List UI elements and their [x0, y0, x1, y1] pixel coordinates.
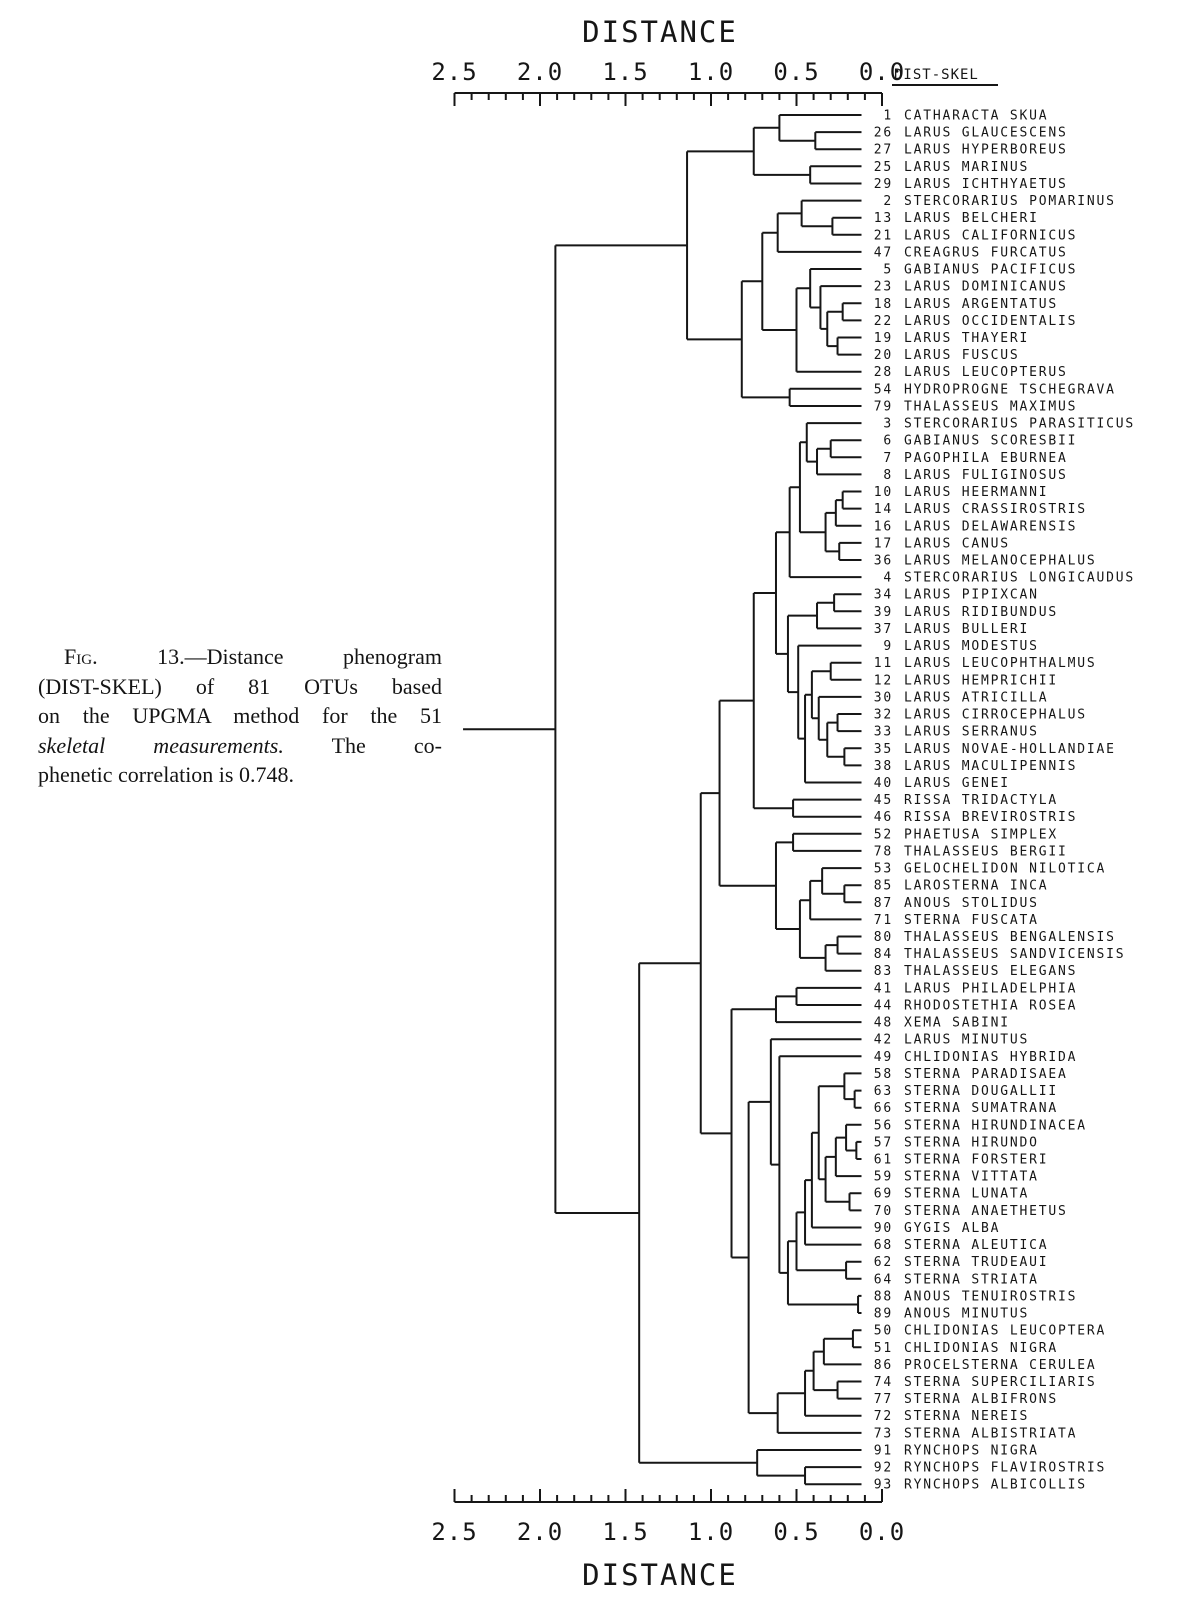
leaf-name: LARUS SERRANUS [904, 724, 1039, 740]
leaf-number: 6 [883, 433, 893, 449]
leaf-number: 53 [873, 861, 893, 877]
axis-tick-label: 2.5 [431, 1518, 478, 1546]
leaf-name: PHAETUSA SIMPLEX [904, 827, 1059, 843]
leaf-number: 77 [873, 1392, 893, 1408]
leaf-number: 32 [873, 707, 893, 723]
leaf-name: STERCORARIUS LONGICAUDUS [904, 570, 1136, 586]
leaf-number: 56 [873, 1118, 893, 1134]
leaf-number: 27 [873, 142, 893, 158]
leaf-name: LARUS NOVAE-HOLLANDIAE [904, 741, 1116, 757]
leaf-number: 58 [873, 1066, 893, 1082]
leaf-name: LARUS PIPIXCAN [904, 587, 1039, 603]
leaf-number: 23 [873, 279, 893, 295]
leaf-number: 17 [873, 536, 893, 552]
leaf-name: LARUS ARGENTATUS [904, 296, 1059, 312]
leaf-name: RYNCHOPS FLAVIROSTRIS [904, 1460, 1107, 1476]
leaf-name: XEMA SABINI [904, 1015, 1010, 1031]
leaf-name: LARUS MACULIPENNIS [904, 758, 1078, 774]
leaf-name: LARUS MELANOCEPHALUS [904, 553, 1097, 569]
bottom-axis-ticks [431, 1489, 905, 1546]
leaf-name: LARUS MINUTUS [904, 1032, 1030, 1048]
leaf-number: 70 [873, 1203, 893, 1219]
caption-line: on the UPGMA method for the 51 [38, 703, 442, 728]
axis-tick-label: 0.5 [773, 58, 820, 86]
leaf-number: 74 [873, 1375, 893, 1390]
leaf-number: 1 [883, 108, 893, 124]
leaf-number: 10 [873, 485, 893, 500]
leaf-name: PROCELSTERNA CERULEA [904, 1357, 1097, 1373]
leaf-name: RISSA TRIDACTYLA [904, 793, 1059, 809]
axis-tick-label: 0.5 [773, 1518, 820, 1546]
leaf-name: LARUS CRASSIROSTRIS [904, 502, 1087, 518]
leaf-name: THALASSEUS ELEGANS [904, 964, 1078, 980]
leaf-number: 34 [873, 587, 893, 603]
leaf-name: RYNCHOPS NIGRA [904, 1443, 1039, 1459]
leaf-labels [874, 109, 1135, 1493]
axis-tick-label: 1.5 [602, 58, 649, 86]
leaf-name: LARUS LEUCOPTERUS [904, 365, 1068, 381]
leaf-number: 13 [873, 211, 893, 227]
leaf-number: 78 [873, 844, 893, 860]
leaf-name: LARUS MARINUS [904, 159, 1030, 175]
leaf-name: STERNA LUNATA [904, 1186, 1030, 1202]
leaf-number: 63 [873, 1084, 893, 1100]
axis-tick-label: 2.0 [516, 1518, 564, 1546]
leaf-name: PAGOPHILA EBURNEA [904, 450, 1068, 466]
leaf-number: 5 [883, 262, 893, 278]
leaf-name: LARUS PHILADELPHIA [904, 981, 1078, 997]
leaf-number: 37 [873, 621, 893, 637]
leaf-name: GABIANUS PACIFICUS [904, 262, 1078, 278]
leaf-number: 69 [873, 1186, 893, 1202]
leaf-number: 54 [873, 382, 893, 398]
axis-tick-label: 0.0 [858, 1518, 906, 1546]
leaf-number: 51 [873, 1340, 893, 1356]
leaf-name: LARUS BELCHERI [904, 211, 1039, 227]
leaf-name: LARUS BULLERI [904, 621, 1030, 637]
leaf-number: 85 [873, 878, 893, 894]
method-label: DIST-SKEL [894, 67, 979, 83]
leaf-number: 21 [873, 228, 893, 244]
caption-line: Fig. 13.—Distance phenogram [64, 644, 442, 669]
leaf-name: STERNA TRUDEAUI [904, 1255, 1049, 1271]
leaf-name: STERNA ALBIFRONS [904, 1392, 1059, 1408]
leaf-name: HYDROPROGNE TSCHEGRAVA [904, 382, 1116, 398]
leaf-number: 33 [873, 724, 893, 740]
leaf-number: 80 [873, 930, 893, 945]
leaf-name: RHODOSTETHIA ROSEA [904, 998, 1078, 1014]
leaf-name: RYNCHOPS ALBICOLLIS [904, 1477, 1087, 1493]
leaf-number: 18 [873, 296, 893, 312]
leaf-number: 20 [873, 348, 893, 364]
leaf-name: THALASSEUS MAXIMUS [904, 399, 1078, 415]
leaf-name: CHLIDONIAS HYBRIDA [904, 1049, 1078, 1065]
leaf-number: 93 [873, 1477, 893, 1493]
leaf-number: 59 [873, 1169, 893, 1185]
leaf-number: 86 [873, 1357, 893, 1373]
top-axis [431, 15, 998, 106]
leaf-number: 11 [873, 656, 893, 672]
leaf-number: 62 [873, 1255, 893, 1271]
leaf-name: LARUS HEERMANNI [904, 485, 1049, 500]
axis-tick-label: 2.5 [431, 58, 478, 86]
leaf-number: 88 [873, 1289, 893, 1305]
leaf-number: 26 [873, 125, 893, 141]
leaf-name: ANOUS TENUIROSTRIS [904, 1289, 1078, 1305]
leaf-number: 30 [873, 690, 893, 706]
leaf-number: 2 [883, 194, 893, 210]
leaf-name: LARUS THAYERI [904, 331, 1030, 346]
leaf-number: 49 [873, 1049, 893, 1065]
tree-branches [463, 115, 861, 1484]
leaf-number: 45 [873, 793, 893, 809]
leaf-name: STERNA PARADISAEA [904, 1066, 1068, 1082]
axis-tick-label: 1.5 [602, 1518, 649, 1546]
leaf-name: STERCORARIUS PARASITICUS [904, 416, 1136, 432]
leaf-name: LARUS OCCIDENTALIS [904, 313, 1078, 329]
leaf-number: 83 [873, 964, 893, 980]
leaf-number: 90 [873, 1221, 893, 1236]
caption-line: skeletal measurements. The co- [38, 732, 442, 758]
leaf-number: 7 [883, 450, 893, 466]
leaf-number: 39 [873, 604, 893, 620]
leaf-name: STERNA DOUGALLII [904, 1084, 1059, 1100]
leaf-number: 44 [873, 998, 893, 1014]
leaf-name: THALASSEUS BERGII [904, 844, 1068, 860]
caption-line: phenetic correlation is 0.748. [38, 762, 294, 787]
leaf-number: 35 [873, 741, 893, 757]
leaf-name: STERNA STRIATA [904, 1272, 1039, 1288]
figure-caption [38, 642, 442, 790]
leaf-name: STERNA FUSCATA [904, 912, 1039, 928]
leaf-number: 52 [873, 827, 893, 843]
leaf-number: 22 [873, 313, 893, 329]
leaf-number: 92 [873, 1460, 893, 1476]
leaf-name: LARUS LEUCOPHTHALMUS [904, 656, 1097, 672]
leaf-name: GYGIS ALBA [904, 1221, 1001, 1236]
leaf-name: LARUS HYPERBOREUS [904, 142, 1068, 158]
leaf-number: 42 [873, 1032, 893, 1048]
leaf-number: 4 [883, 570, 893, 586]
leaf-number: 72 [873, 1409, 893, 1425]
leaf-name: STERNA HIRUNDINACEA [904, 1118, 1087, 1134]
tree-lines [463, 115, 861, 1484]
leaf-name: THALASSEUS SANDVICENSIS [904, 947, 1126, 963]
leaf-number: 25 [873, 159, 893, 175]
leaf-name: LARUS HEMPRICHII [904, 673, 1059, 689]
leaf-number: 91 [873, 1443, 893, 1459]
leaf-number: 73 [873, 1426, 893, 1442]
leaf-number: 68 [873, 1238, 893, 1254]
leaf-number: 50 [873, 1323, 893, 1339]
leaf-number: 48 [873, 1015, 893, 1031]
leaf-number: 57 [873, 1135, 893, 1151]
leaf-name: RISSA BREVIROSTRIS [904, 810, 1078, 826]
leaf-name: LARUS CALIFORNICUS [904, 228, 1078, 244]
axis-tick-label: 2.0 [516, 58, 564, 86]
top-axis-ticks [431, 58, 905, 106]
leaf-name: STERNA NEREIS [904, 1409, 1030, 1425]
leaf-number: 89 [873, 1306, 893, 1322]
leaf-number: 29 [873, 177, 893, 192]
leaf-number: 79 [873, 399, 893, 415]
leaf-name: ANOUS STOLIDUS [904, 895, 1039, 911]
leaf-name: STERNA ALEUTICA [904, 1238, 1049, 1254]
leaf-name: STERNA ANAETHETUS [904, 1203, 1068, 1219]
leaf-name: CHLIDONIAS NIGRA [904, 1340, 1059, 1356]
leaf-name: STERNA ALBISTRIATA [904, 1426, 1078, 1442]
leaf-number: 40 [873, 776, 893, 791]
leaf-number: 61 [873, 1152, 893, 1168]
leaf-number: 47 [873, 245, 893, 261]
leaf-name: STERCORARIUS POMARINUS [904, 194, 1116, 210]
leaf-name: LARUS RIDIBUNDUS [904, 604, 1059, 620]
leaf-number: 8 [883, 467, 893, 483]
leaf-name: LARUS ATRICILLA [904, 690, 1049, 706]
leaf-number: 38 [873, 758, 893, 774]
leaf-number: 12 [873, 673, 893, 689]
leaf-number: 87 [873, 895, 893, 911]
leaf-name: LARUS CANUS [904, 536, 1010, 552]
leaf-name: CREAGRUS FURCATUS [904, 245, 1068, 261]
leaf-name: LARUS FULIGINOSUS [904, 467, 1068, 483]
leaf-number: 46 [873, 810, 893, 826]
leaf-name: LAROSTERNA INCA [904, 878, 1049, 894]
leaf-number: 9 [883, 639, 893, 655]
leaf-name: STERNA VITTATA [904, 1169, 1039, 1185]
leaf-name: STERNA SUMATRANA [904, 1101, 1059, 1117]
leaf-name: CHLIDONIAS LEUCOPTERA [904, 1323, 1107, 1339]
leaf-number: 71 [873, 912, 893, 928]
top-axis-title: DISTANCE [582, 15, 738, 49]
leaf-name: LARUS ICHTHYAETUS [904, 177, 1068, 192]
leaf-name: LARUS MODESTUS [904, 639, 1039, 655]
leaf-name: LARUS GLAUCESCENS [904, 125, 1068, 141]
leaf-name: THALASSEUS BENGALENSIS [904, 930, 1116, 945]
leaf-name: LARUS CIRROCEPHALUS [904, 707, 1087, 723]
leaf-number: 36 [873, 553, 893, 569]
leaf-name: STERNA SUPERCILIARIS [904, 1375, 1097, 1390]
leaf-number: 84 [873, 947, 893, 963]
leaf-number: 14 [873, 502, 893, 518]
leaf-name: STERNA HIRUNDO [904, 1135, 1039, 1151]
caption-line: (DIST-SKEL) of 81 OTUs based [38, 673, 442, 699]
leaf-number: 28 [873, 365, 893, 381]
leaf-number: 41 [873, 981, 893, 997]
leaf-name: LARUS GENEI [904, 776, 1010, 791]
leaf-number: 3 [883, 416, 893, 432]
axis-tick-label: 1.0 [687, 1518, 735, 1546]
axis-tick-label: 1.0 [687, 58, 735, 86]
leaf-number: 64 [873, 1272, 893, 1288]
leaf-name: STERNA FORSTERI [904, 1152, 1049, 1168]
leaf-name: LARUS DELAWARENSIS [904, 519, 1078, 535]
leaf-name: LARUS FUSCUS [904, 348, 1020, 364]
leaf-name: ANOUS MINUTUS [904, 1306, 1030, 1322]
leaf-number: 66 [873, 1101, 893, 1117]
leaf-name: CATHARACTA SKUA [904, 108, 1049, 124]
axis-tick-label: 0.0 [858, 58, 906, 86]
leaf-name: LARUS DOMINICANUS [904, 279, 1068, 295]
leaf-name: GELOCHELIDON NILOTICA [904, 861, 1107, 877]
leaf-number: 19 [873, 331, 893, 346]
bottom-axis [431, 1489, 905, 1592]
bottom-axis-title: DISTANCE [582, 1558, 738, 1592]
leaf-name: GABIANUS SCORESBII [904, 433, 1078, 449]
leaf-number: 16 [873, 519, 893, 535]
